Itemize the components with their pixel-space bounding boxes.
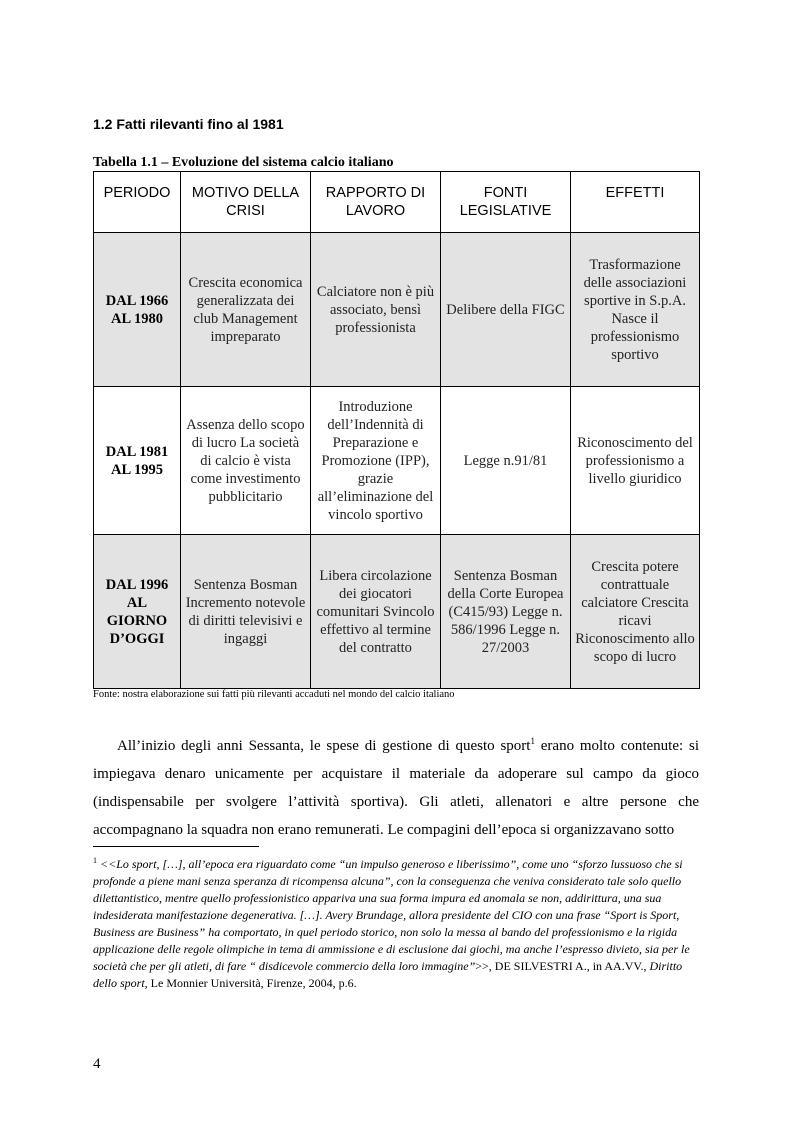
cell-periodo: DAL 1966 AL 1980 <box>94 233 181 387</box>
cell-periodo: DAL 1981 AL 1995 <box>94 387 181 535</box>
cell-rapporto: Introduzione dell’Indennità di Preparazione e Promozione (IPP), grazie all’eliminazione del vincolo sportivo <box>311 387 441 535</box>
cell-rapporto: Calciatore non è più associato, bensì professionista <box>311 233 441 387</box>
cell-effetti: Trasformazione delle associazioni sportive in S.p.A. Nasce il professionismo sportivo <box>571 233 700 387</box>
cell-fonti: Sentenza Bosman della Corte Europea (C415/93) Legge n. 586/1996 Legge n. 27/2003 <box>441 535 571 689</box>
table-header-row <box>94 172 700 233</box>
table-row <box>94 387 700 535</box>
header-periodo: PERIODO <box>94 172 181 233</box>
cell-effetti: Crescita potere contrattuale calciatore Crescita ricavi Riconoscimento allo scopo di lucro <box>571 535 700 689</box>
table-row <box>94 233 700 387</box>
table-caption: Tabella 1.1 – Evoluzione del sistema calcio italiano <box>93 155 394 170</box>
footnote-citation-end: Le Monnier Università, Firenze, 2004, p.6. <box>147 976 357 990</box>
section-heading: 1.2 Fatti rilevanti fino al 1981 <box>93 116 284 132</box>
header-effetti: EFFETTI <box>571 172 700 233</box>
footnote-quote: <<Lo sport, […], all’epoca era riguardato come “un impulso generoso e liberissimo”, come uno “sforzo lussuoso che si profonde a piene mani senza speranza di ricompensa alcuna”, con la conseguenza che veniva considerato tale solo quello dilettantistico, mentre quello professionistico appariva una sua forma impura ed anomala se non, addirittura, una sua indesiderata manifestazione degenerativa. […]. Avery Brundage, allora presidente del CIO con una frase “Sport is Sport, Business are Business” ha comportato, in quel periodo storico, non solo la messa al bando del professionismo e la rigida applicazione delle regole olimpiche in tema di ammissione e di esclusione dai giochi, ma anche l’espresso divieto, sia per le società che per gli atleti, di fare “ disdicevole commercio della loro immagine” <box>93 857 690 973</box>
footnote <box>93 852 699 992</box>
footnote-citation: >>, DE SILVESTRI A., in AA.VV., <box>475 959 650 973</box>
table-source-note: Fonte: nostra elaborazione sui fatti più rilevanti accaduti nel mondo del calcio italiano <box>93 689 455 700</box>
footnote-reference[interactable]: 1 <box>530 736 535 746</box>
cell-effetti: Riconoscimento del professionismo a livello giuridico <box>571 387 700 535</box>
cell-motivo: Assenza dello scopo di lucro La società di calcio è vista come investimento pubblicitario <box>181 387 311 535</box>
paragraph-text-start: All’inizio degli anni Sessanta, le spese di gestione di questo sport <box>117 738 531 754</box>
cell-rapporto: Libera circolazione dei giocatori comunitari Svincolo effettivo al termine del contratto <box>311 535 441 689</box>
cell-fonti: Delibere della FIGC <box>441 233 571 387</box>
cell-motivo: Sentenza Bosman Incremento notevole di diritti televisivi e ingaggi <box>181 535 311 689</box>
paragraph-text-end: erano molto contenute: si impiegava denaro unicamente per acquistare il materiale da adoperare sul campo da gioco (indispensabile per svolgere l’attività sportiva). Gli atleti, allenatori e altre persone che accompagnano la squadra non erano remunerati. Le compagini dell’epoca si organizzavano sotto <box>93 738 699 838</box>
footnote-citation-title: Diritto dello sport, <box>93 959 683 990</box>
cell-periodo: DAL 1996 AL GIORNO D’OGGI <box>94 535 181 689</box>
body-paragraph <box>93 727 699 844</box>
evolution-table <box>93 171 700 689</box>
header-motivo: MOTIVO DELLA CRISI <box>181 172 311 233</box>
header-fonti: FONTI LEGISLATIVE <box>441 172 571 233</box>
cell-motivo: Crescita economica generalizzata dei club Management impreparato <box>181 233 311 387</box>
footnote-divider <box>93 846 259 847</box>
footnote-number: 1 <box>93 856 97 865</box>
page-number: 4 <box>93 1056 101 1072</box>
table-row <box>94 535 700 689</box>
header-rapporto: RAPPORTO DI LAVORO <box>311 172 441 233</box>
cell-fonti: Legge n.91/81 <box>441 387 571 535</box>
